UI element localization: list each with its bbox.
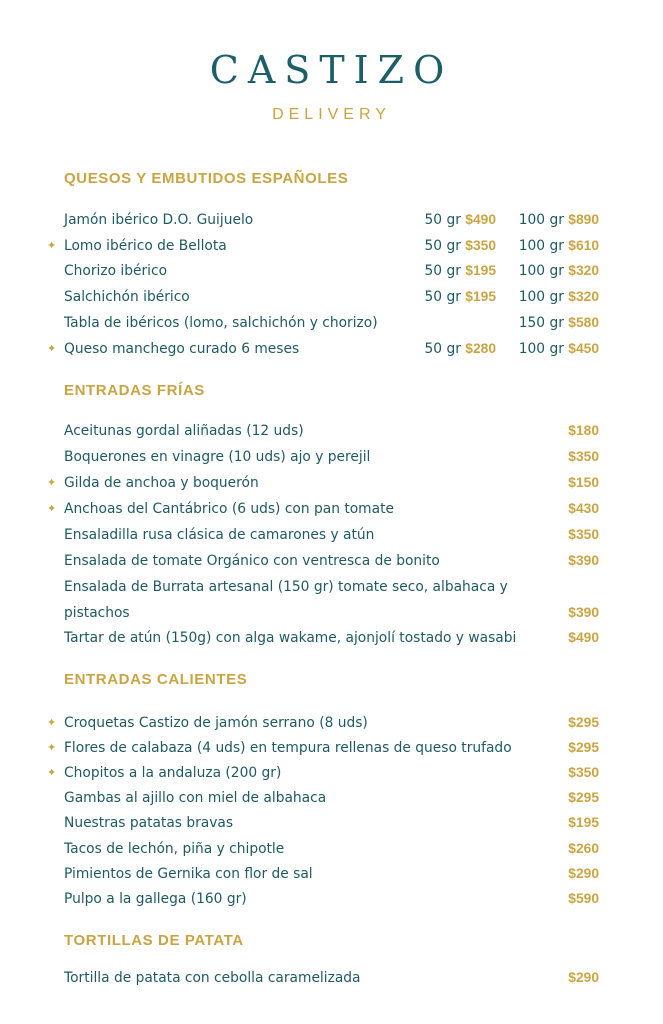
- menu-item: [0, 523, 663, 547]
- menu-item-name: Ensaladilla rusa clásica de camarones y atún: [64, 527, 375, 543]
- menu-item-name: Pulpo a la gallega (160 gr): [64, 891, 247, 907]
- portion-size: 50 gr: [424, 212, 461, 228]
- menu-item-name: Queso manchego curado 6 meses: [64, 341, 300, 357]
- menu-item: [0, 549, 663, 573]
- price: $295: [568, 740, 599, 755]
- menu-item: [0, 887, 663, 911]
- menu-item-name: Tortilla de patata con cebolla caramelizada: [64, 970, 361, 986]
- menu-item-name: Boquerones en vinagre (10 uds) ajo y perejil: [64, 449, 371, 465]
- menu-item: [0, 575, 663, 599]
- star-icon: ✦: [47, 766, 57, 779]
- portion-size: 50 gr: [424, 341, 461, 357]
- star-icon: ✦: [47, 741, 57, 754]
- price: $390: [568, 605, 599, 620]
- section-title: QUESOS Y EMBUTIDOS ESPAÑOLES: [64, 170, 349, 187]
- menu-item: [0, 601, 663, 625]
- price: $350: [568, 449, 599, 464]
- menu-item-name: Gambas al ajillo con miel de albahaca: [64, 790, 327, 806]
- menu-item: [0, 234, 663, 258]
- portion-small: [425, 337, 496, 361]
- portion-size: 50 gr: [424, 238, 461, 254]
- menu-item-name: Gilda de anchoa y boquerón: [64, 475, 259, 491]
- portion-large: [519, 259, 599, 283]
- price: $290: [568, 970, 599, 985]
- menu-item-name: Chorizo ibérico: [64, 263, 168, 279]
- brand-subtitle: DELIVERY: [272, 106, 391, 123]
- menu-item-name: Tartar de atún (150g) con alga wakame, ajonjolí tostado y wasabi: [64, 630, 517, 646]
- portion-large: [519, 311, 599, 335]
- star-icon: ✦: [47, 716, 57, 729]
- menu-item: [0, 711, 663, 735]
- menu-item: [0, 786, 663, 810]
- menu-item-name: Salchichón ibérico: [64, 289, 190, 305]
- menu-item: [0, 419, 663, 443]
- portion-large: [519, 234, 599, 258]
- menu-item: [0, 862, 663, 886]
- price: $295: [568, 715, 599, 730]
- menu-item-name: Pimientos de Gernika con flor de sal: [64, 866, 313, 882]
- price: $490: [465, 212, 496, 227]
- portion-small: [425, 285, 496, 309]
- portion-size: 50 gr: [424, 263, 461, 279]
- price: $350: [568, 765, 599, 780]
- menu-item: [0, 208, 663, 232]
- price: $350: [568, 527, 599, 542]
- menu-item: [0, 285, 663, 309]
- menu-item-name: Tabla de ibéricos (lomo, salchichón y chorizo): [64, 315, 378, 331]
- price: $450: [568, 341, 599, 356]
- price: $610: [568, 238, 599, 253]
- star-icon: ✦: [47, 476, 57, 489]
- price: $890: [568, 212, 599, 227]
- portion-small: [425, 234, 496, 258]
- menu-item-name: Croquetas Castizo de jamón serrano (8 uds): [64, 715, 368, 731]
- brand-name: CASTIZO: [209, 48, 454, 92]
- menu-item: [0, 311, 663, 335]
- menu-item-name: Nuestras patatas bravas: [64, 815, 234, 831]
- star-icon: ✦: [47, 239, 57, 252]
- menu-item: [0, 497, 663, 521]
- menu-item: [0, 811, 663, 835]
- price: $295: [568, 790, 599, 805]
- portion-large: [519, 285, 599, 309]
- menu-item: [0, 837, 663, 861]
- portion-large: [519, 208, 599, 232]
- price: $195: [568, 815, 599, 830]
- menu-item-name: Ensalada de Burrata artesanal (150 gr) tomate seco, albahaca y: [64, 579, 508, 595]
- portion-size: 100 gr: [518, 289, 564, 305]
- menu-item: [0, 761, 663, 785]
- price: $320: [568, 263, 599, 278]
- price: $320: [568, 289, 599, 304]
- menu-item: [0, 337, 663, 361]
- price: $290: [568, 866, 599, 881]
- portion-size: 100 gr: [518, 341, 564, 357]
- menu-item-name: Aceitunas gordal aliñadas (12 uds): [64, 423, 304, 439]
- menu-item-name: pistachos: [64, 605, 130, 621]
- menu-item-name: Tacos de lechón, piña y chipotle: [64, 841, 285, 857]
- price: $260: [568, 841, 599, 856]
- portion-size: 100 gr: [518, 263, 564, 279]
- menu-item: [0, 626, 663, 650]
- portion-size: 50 gr: [424, 289, 461, 305]
- menu-item: [0, 966, 663, 990]
- section-title: ENTRADAS FRÍAS: [64, 382, 205, 399]
- portion-size: 100 gr: [518, 212, 564, 228]
- menu-item-name: Flores de calabaza (4 uds) en tempura rellenas de queso trufado: [64, 740, 512, 756]
- price: $150: [568, 475, 599, 490]
- price: $350: [465, 238, 496, 253]
- price: $590: [568, 891, 599, 906]
- price: $390: [568, 553, 599, 568]
- portion-size: 100 gr: [518, 238, 564, 254]
- portion-size: 150 gr: [518, 315, 564, 331]
- section-title: ENTRADAS CALIENTES: [64, 671, 248, 688]
- price: $180: [568, 423, 599, 438]
- menu-item: [0, 736, 663, 760]
- portion-small: [425, 208, 496, 232]
- price: $580: [568, 315, 599, 330]
- menu-item: [0, 259, 663, 283]
- price: $490: [568, 630, 599, 645]
- menu-item-name: Lomo ibérico de Bellota: [64, 238, 227, 254]
- menu-item-name: Ensalada de tomate Orgánico con ventresca de bonito: [64, 553, 440, 569]
- menu-item-name: Anchoas del Cantábrico (6 uds) con pan tomate: [64, 501, 394, 517]
- portion-large: [519, 337, 599, 361]
- section-title: TORTILLAS DE PATATA: [64, 932, 244, 949]
- star-icon: ✦: [47, 342, 57, 355]
- menu-item-name: Jamón ibérico D.O. Guijuelo: [64, 212, 254, 228]
- price: $430: [568, 501, 599, 516]
- menu-item: [0, 445, 663, 469]
- star-icon: ✦: [47, 502, 57, 515]
- price: $280: [465, 341, 496, 356]
- price: $195: [465, 289, 496, 304]
- brand-header: [0, 48, 663, 124]
- menu-item-name: Chopitos a la andaluza (200 gr): [64, 765, 282, 781]
- menu-item: [0, 471, 663, 495]
- price: $195: [465, 263, 496, 278]
- portion-small: [425, 259, 496, 283]
